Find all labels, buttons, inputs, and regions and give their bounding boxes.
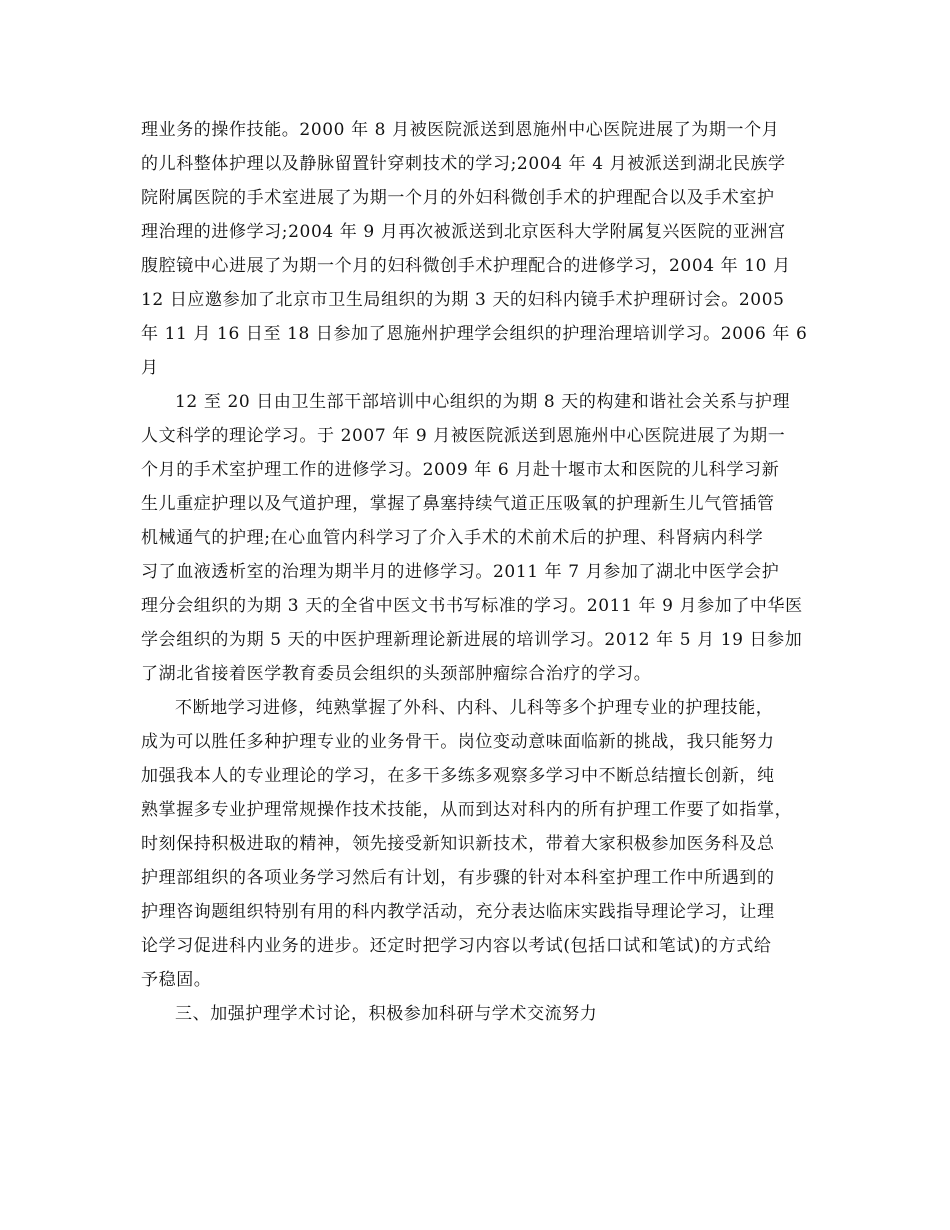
document-body — [141, 113, 821, 1031]
text-line: 习了血液透析室的治理为期半月的进修学习。2011 年 7 月参加了湖北中医学会护 — [141, 562, 780, 582]
text-line: 成为可以胜任多种护理专业的业务骨干。岗位变动意味面临新的挑战，我只能努力 — [141, 732, 775, 752]
text-line: 了湖北省接着医学教育委员会组织的头颈部肿瘤综合治疗的学习。 — [141, 664, 652, 684]
section-heading: 三、加强护理学术讨论，积极参加科研与学术交流努力 — [175, 1004, 598, 1024]
text-line: 不断地学习进修，纯熟掌握了外科、内科、儿科等多个护理专业的护理技能， — [175, 698, 774, 718]
text-line: 加强我本人的专业理论的学习，在多干多练多观察多学习中不断总结擅长创新，纯 — [141, 766, 775, 786]
text-line: 理治理的进修学习;2004 年 9 月再次被派送到北京医科大学附属复兴医院的亚洲宫 — [141, 222, 786, 242]
text-line: 院附属医院的手术室进展了为期一个月的外妇科微创手术的护理配合以及手术室护 — [141, 188, 775, 208]
text-line: 熟掌握多专业护理常规操作技术技能，从而到达对科内的所有护理工作要了如指掌， — [141, 800, 793, 820]
text-line: 12 至 20 日由卫生部干部培训中心组织的为期 8 天的构建和谐社会关系与护理 — [175, 392, 791, 412]
paragraph-continuous-learning — [141, 691, 821, 997]
text-line: 护理咨询题组织特别有用的科内教学活动，充分表达临床实践指导理论学习，让理 — [141, 902, 775, 922]
text-line: 理业务的操作技能。2000 年 8 月被医院派送到恩施州中心医院进展了为期一个月 — [141, 120, 780, 140]
text-line: 护理部组织的各项业务学习然后有计划，有步骤的针对本科室护理工作中所遇到的 — [141, 868, 775, 888]
text-line: 人文科学的理论学习。于 2007 年 9 月被医院派送到恩施州中心医院进展了为期一 — [141, 426, 786, 446]
text-line: 腹腔镜中心进展了为期一个月的妇科微创手术护理配合的进修学习，2004 年 10 月 — [141, 256, 791, 276]
text-line: 予稳固。 — [141, 970, 212, 990]
text-line: 12 日应邀参加了北京市卫生局组织的为期 3 天的妇科内镜手术护理研讨会。2005 — [141, 290, 785, 310]
text-line: 月 — [141, 358, 159, 378]
paragraph-training-history-2000-2006 — [141, 113, 821, 385]
text-line: 时刻保持积极进取的精神，领先接受新知识新技术，带着大家积极参加医务科及总 — [141, 834, 775, 854]
text-line: 学会组织的为期 5 天的中医护理新理论新进展的培训学习。2012 年 5 月 19 日参加 — [141, 630, 803, 650]
text-line: 机械通气的护理;在心血管内科学习了介入手术的术前术后的护理、科肾病内科学 — [141, 528, 764, 548]
text-line: 年 11 月 16 日至 18 日参加了恩施州护理学会组织的护理治理培训学习。2006 年 6 — [141, 324, 808, 344]
text-line: 生儿重症护理以及气道护理，掌握了鼻塞持续气道正压吸氧的护理新生儿气管插管 — [141, 494, 775, 514]
paragraph-training-history-2006-2012 — [141, 385, 821, 691]
text-line: 理分会组织的为期 3 天的全省中医文书书写标准的学习。2011 年 9 月参加了中华医 — [141, 596, 803, 616]
section-heading-academic-research — [141, 997, 821, 1031]
text-line: 个月的手术室护理工作的进修学习。2009 年 6 月赴十堰市太和医院的儿科学习新 — [141, 460, 780, 480]
text-line: 论学习促进科内业务的进步。还定时把学习内容以考试(包括口试和笔试)的方式给 — [141, 936, 772, 956]
text-line: 的儿科整体护理以及静脉留置针穿刺技术的学习;2004 年 4 月被派送到湖北民族学 — [141, 154, 786, 174]
